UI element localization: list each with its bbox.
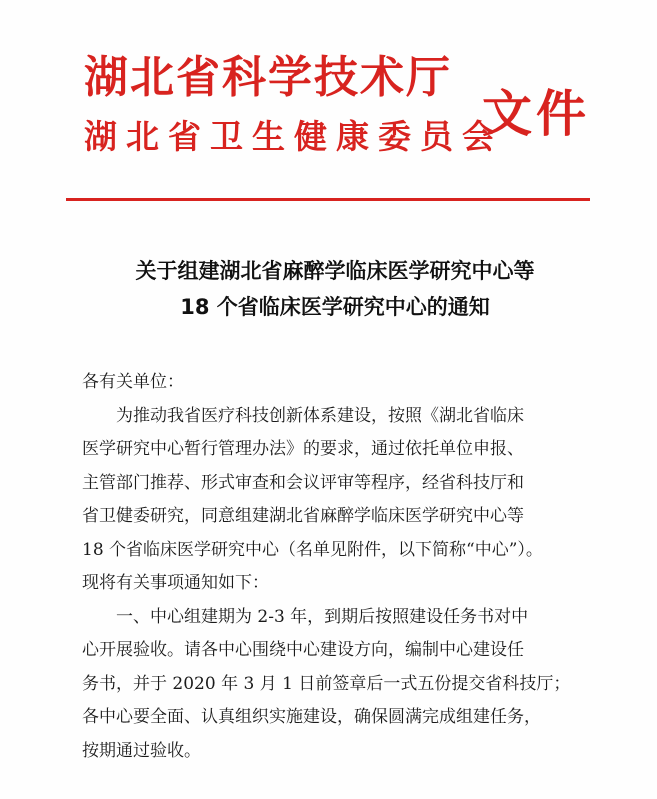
title-line-2: 18 个省临床医学研究中心的通知 — [180, 295, 490, 319]
paragraph-1-line: 18 个省临床医学研究中心（名单见附件，以下简称“中心”）。 — [82, 539, 543, 560]
paragraph-2-line: 心开展验收。请各中心围绕中心建设方向，编制中心建设任 — [82, 640, 524, 660]
paragraph-1-line: 为推动我省医疗科技创新体系建设，按照《湖北省临床 — [116, 405, 524, 426]
document-title — [40, 253, 630, 325]
paragraph-1-line: 医学研究中心暂行管理办法》的要求，通过依托单位申报、 — [82, 439, 524, 459]
paragraph-2-line: 各中心要全面、认真组织实施建设，确保圆满完成组建任务， — [82, 707, 541, 727]
paragraph-2-line: 务书，并于 2020 年 3 月 1 日前签章后一式五份提交省科技厅； — [82, 673, 571, 694]
masthead-divider — [66, 198, 590, 201]
issuer-name-science-dept: 湖北省科学技术厅 — [84, 52, 452, 103]
salutation: 各有关单位： — [82, 372, 184, 392]
masthead — [62, 42, 590, 192]
paragraph-1-line: 省卫健委研究，同意组建湖北省麻醉学临床医学研究中心等 — [82, 506, 524, 526]
document-type-label: 文件 — [482, 85, 590, 143]
paragraph-1-line: 现将有关事项通知如下： — [82, 573, 269, 593]
title-line-1: 关于组建湖北省麻醉学临床医学研究中心等 — [135, 259, 535, 283]
paragraph-2-line: 一、中心组建期为 2-3 年，到期后按照建设任务书对中 — [116, 606, 529, 627]
document-body — [82, 366, 594, 768]
paragraph-2-line: 按期通过验收。 — [82, 740, 201, 761]
issuer-name-health-commission: 湖北省卫生健康委员会 — [84, 117, 504, 156]
paragraph-1-line: 主管部门推荐、形式审查和会议评审等程序，经省科技厅和 — [82, 472, 524, 493]
